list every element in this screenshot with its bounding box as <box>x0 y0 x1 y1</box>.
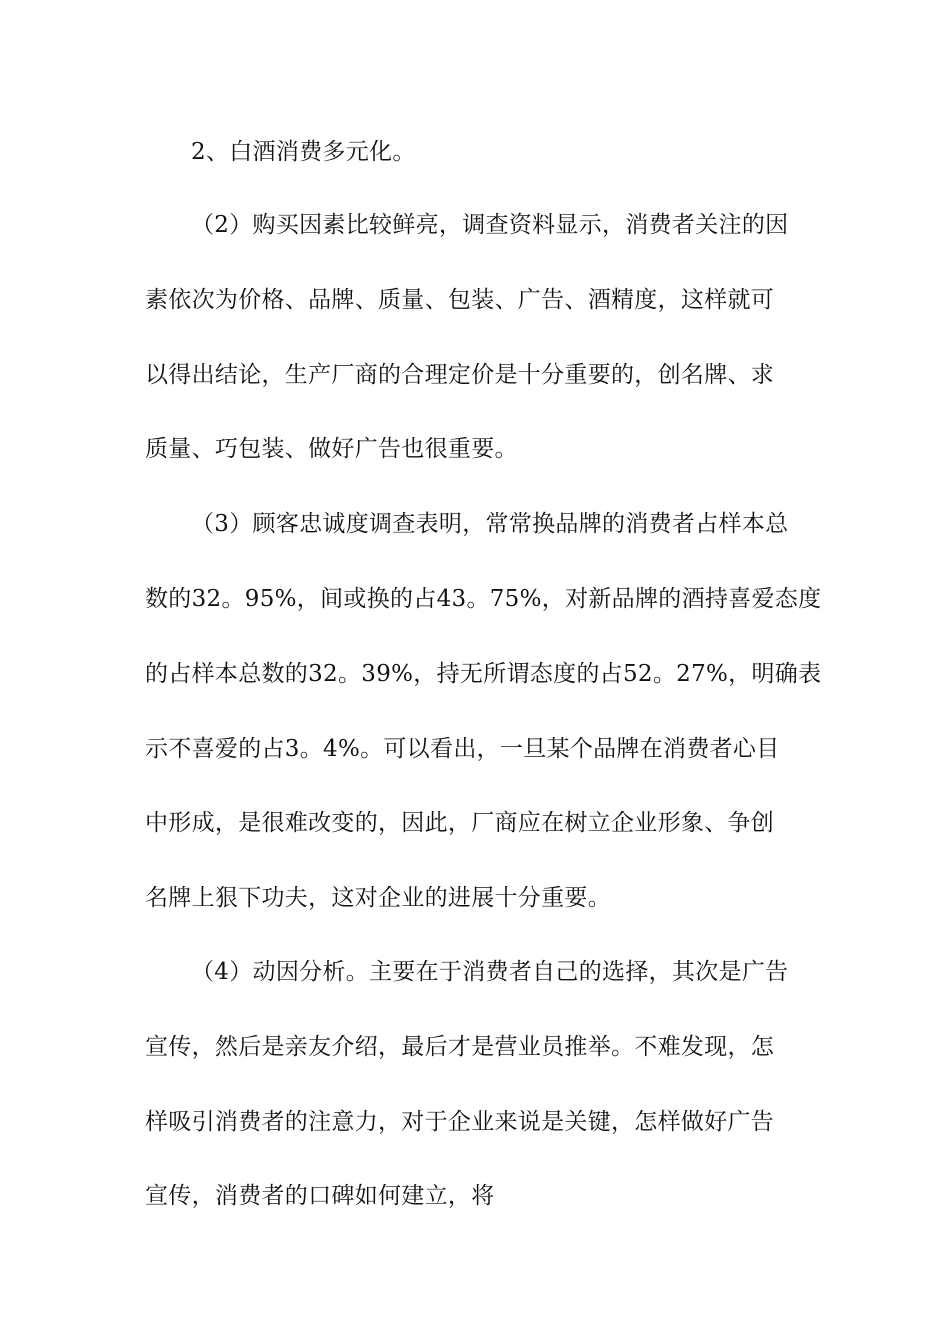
paragraph-4-line-4: 宣传，消费者的口碑如何建立，将 <box>145 1183 495 1209</box>
paragraph-2-line-3: 以得出结论，生产厂商的合理定价是十分重要的，创名牌、求 <box>145 362 775 388</box>
paragraph-4-line-1: （4）动因分析。主要在于消费者自己的选择，其次是广告 <box>191 959 789 985</box>
paragraph-3-line-2: 数的32。95%，间或换的占43。75%，对新品牌的酒持喜爱态度 <box>145 586 822 612</box>
paragraph-2-line-4: 质量、巧包装、做好广告也很重要。 <box>145 436 518 462</box>
paragraph-2-line-2: 素依次为价格、品牌、质量、包装、广告、酒精度，这样就可 <box>145 287 775 313</box>
paragraph-3-line-3: 的占样本总数的32。39%，持无所谓态度的占52。27%，明确表 <box>145 661 822 687</box>
paragraph-2-line-1: （2）购买因素比较鲜亮，调查资料显示，消费者关注的因 <box>191 212 789 238</box>
paragraph-3-line-6: 名牌上狠下功夫，这对企业的进展十分重要。 <box>145 885 611 911</box>
paragraph-4-line-2: 宣传，然后是亲友介绍，最后才是营业员推举。不难发现，怎 <box>145 1034 775 1060</box>
paragraph-3-line-4: 示不喜爱的占3。4%。可以看出，一旦某个品牌在消费者心目 <box>145 736 780 762</box>
paragraph-3-line-1: （3）顾客忠诚度调查表明，常常换品牌的消费者占样本总 <box>191 511 789 537</box>
section-heading: 2、白酒消费多元化。 <box>191 139 416 165</box>
paragraph-3-line-5: 中形成，是很难改变的，因此，厂商应在树立企业形象、争创 <box>145 810 775 836</box>
paragraph-4-line-3: 样吸引消费者的注意力，对于企业来说是关键，怎样做好广告 <box>145 1109 775 1135</box>
